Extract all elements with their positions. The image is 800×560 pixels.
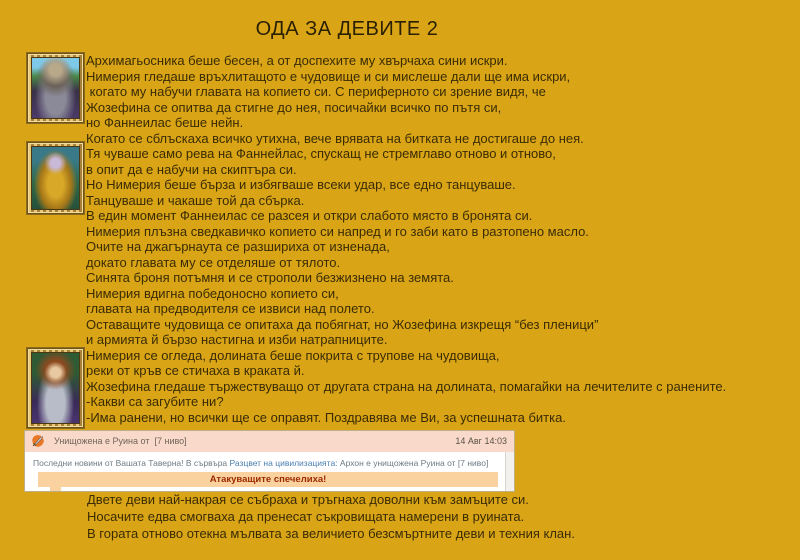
- story-line: Танцуваше и чакаше той да сбърка.: [86, 192, 305, 208]
- story-line: Тя чуваше само рева на Фаннейлас, спускащ не стремглаво отново и отново,: [86, 146, 556, 161]
- news-suffix: Архон е унищожена Руина от [7 ниво]: [337, 458, 489, 468]
- story-line: Нимерия плъзна сведкавичко копието си напред и го заби като в разтопено масло.: [86, 223, 589, 239]
- beast-warrior-portrait: [27, 53, 84, 123]
- ending-line: Двете деви най-накрая се събраха и тръгнаха доволни към замъците си.: [87, 492, 529, 507]
- partial-row-notch: [50, 483, 61, 491]
- tavern-news-line: [33, 458, 488, 468]
- story-line: Нимерия гледаше връхлитащото е чудовище и си мислеше дали ще има искри,: [86, 68, 571, 84]
- story-line: Очите на джагърнаута се разшириха от изненада,: [86, 239, 390, 254]
- portrait-art: [31, 146, 80, 210]
- ending-text: [87, 491, 575, 542]
- portrait-art: [31, 57, 80, 119]
- story-line: Жозефина се опитва да стигне до нея, посичайки всичко по пътя си,: [86, 99, 502, 115]
- news-server-name: Разцвет на цивилизацията:: [229, 458, 338, 468]
- report-timestamp: 14 Авг 14:03: [455, 436, 507, 446]
- story-line: Нимерия се огледа, долината беше покрита с трупове на чудовища,: [86, 347, 500, 363]
- news-prefix: Последни новини от Вашата Таверна! В сървъра: [33, 458, 230, 468]
- story-line: докато главата му се отделяше от тялото.: [86, 254, 341, 270]
- ending-line: В гората отново отекна мълвата за величието безсмъртните деви и техния клан.: [87, 526, 575, 541]
- story-line: Когато се сблъскаха всичко утихна, вече врявата на битката не достигаше до нея.: [86, 130, 584, 146]
- story-text: [86, 53, 726, 425]
- report-header: [25, 431, 514, 452]
- story-line: Нимерия вдигна победоносно копието си,: [86, 285, 339, 301]
- story-line: Жозефина гледаше тържествуващо от другата страна на долината, помагайки на лечителите с ранените.: [86, 378, 727, 394]
- story-line: В един момент Фаннеилас се разсея и откри слабото място в бронята си.: [86, 208, 533, 223]
- story-line: Архимагьосника беше бесен, а от доспехите му хвърчаха сини искри.: [86, 53, 508, 68]
- story-line: в опит да е набучи на скиптъра си.: [86, 161, 297, 177]
- attackers-won-banner: Атакуващите спечелиха!: [38, 472, 498, 487]
- story-line: когато му набучи главата на копието си. С периферното си зрение видя, че: [86, 84, 546, 99]
- scrollbar-strip: [505, 452, 514, 491]
- attack-sword-icon: [31, 434, 45, 448]
- story-line: и армията й бързо настигна и изби натрапниците.: [86, 332, 388, 347]
- story-line: Оставащите чудовища се опитаха да побягнат, но Жозефина изкрещя “без пленици”: [86, 316, 599, 332]
- report-title: Унищожена е Руина от [7 ниво]: [54, 436, 187, 446]
- story-line: реки от кръв се стичаха в краката й.: [86, 363, 305, 378]
- story-line: Но Нимерия беше бърза и избягваше всеки удар, все едно танцуваше.: [86, 177, 516, 192]
- story-line: -Има ранени, но всички ще се оправят. Поздравява ме Ви, за успешната битка.: [86, 409, 566, 425]
- golden-maiden-portrait: [27, 142, 84, 214]
- portrait-art: [31, 352, 80, 424]
- battle-report-screenshot: [25, 431, 514, 491]
- page-title: ОДА ЗА ДЕВИТЕ 2: [255, 18, 439, 40]
- story-line: -Какви са загубите ни?: [86, 394, 224, 409]
- story-line: главата на предводителя се извиси над полето.: [86, 301, 375, 316]
- ending-line: Носачите едва смогваха да пренесат съкровищата намерени в руината.: [87, 509, 525, 524]
- auburn-knight-portrait: [27, 348, 84, 428]
- story-line: Синята броня потъмня и се строполи безжизнено на земята.: [86, 270, 454, 285]
- story-line: но Фаннеилас беше нейн.: [86, 115, 244, 130]
